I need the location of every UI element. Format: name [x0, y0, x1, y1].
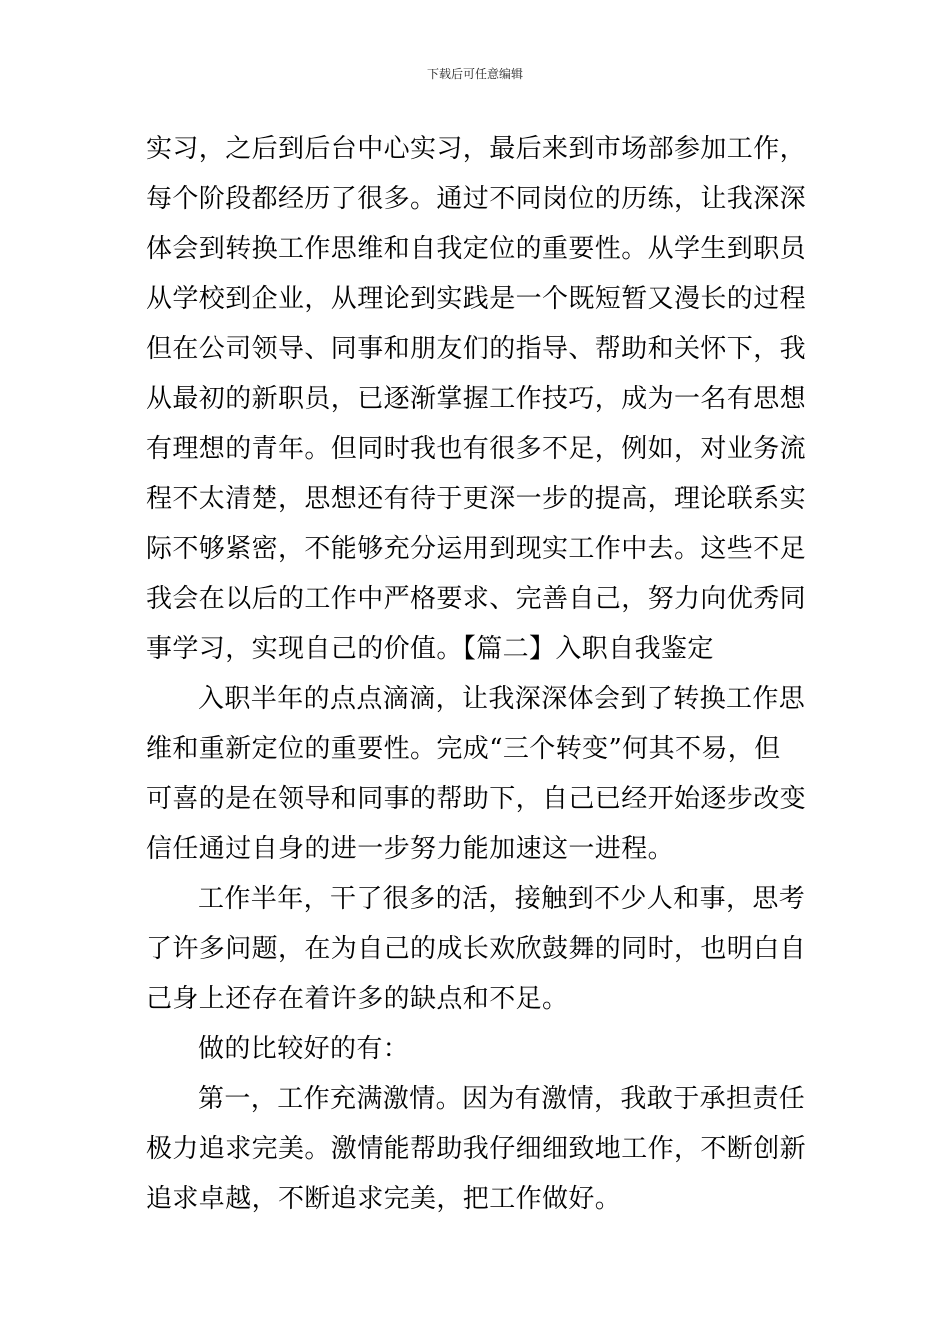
text-line: 但在公司领导、同事和朋友们的指导、帮助和关怀下，我	[146, 334, 807, 364]
text-line: 有理想的青年。但同时我也有很多不足，例如，对业务流	[146, 434, 807, 464]
text-line: 体会到转换工作思维和自我定位的重要性。从学生到职员	[146, 234, 807, 264]
text-line: 事学习，实现自己的价值。【篇二】入职自我鉴定	[146, 634, 714, 664]
document-body	[146, 124, 810, 1224]
paragraph-start-line: 入职半年的点点滴滴，让我深深体会到了转换工作思	[198, 684, 806, 714]
text-line: 极力追求完美。激情能帮助我仔细细致地工作，不断创新	[146, 1134, 807, 1164]
text-line: 际不够紧密，不能够充分运用到现实工作中去。这些不足	[146, 534, 807, 564]
text-line: 从学校到企业，从理论到实践是一个既短暂又漫长的过程	[146, 284, 807, 314]
text-line: 可喜的是在领导和同事的帮助下，自己已经开始逐步改变	[146, 784, 807, 814]
text-line: 从最初的新职员，已逐渐掌握工作技巧，成为一名有思想	[146, 384, 807, 414]
text-line: 己身上还存在着许多的缺点和不足。	[146, 984, 569, 1014]
text-line: 了许多问题，在为自己的成长欢欣鼓舞的同时，也明白自	[146, 934, 807, 964]
text-line: 我会在以后的工作中严格要求、完善自己，努力向优秀同	[146, 584, 807, 614]
text-line: 信任通过自身的进一步努力能加速这一进程。	[146, 834, 675, 864]
page-header: 下载后可任意编辑	[426, 67, 523, 81]
paragraph-start-line: 工作半年，干了很多的活，接触到不少人和事，思考	[198, 884, 806, 914]
text-line: 实习，之后到后台中心实习，最后来到市场部参加工作，	[146, 134, 807, 164]
text-line: 追求卓越，不断追求完美，把工作做好。	[146, 1184, 622, 1214]
text-line: 维和重新定位的重要性。完成“三个转变”何其不易，但	[146, 734, 781, 764]
paragraph-start-line: 做的比较好的有：	[198, 1034, 410, 1064]
text-line: 每个阶段都经历了很多。通过不同岗位的历练，让我深深	[146, 184, 807, 214]
text-line: 程不太清楚，思想还有待于更深一步的提高，理论联系实	[146, 484, 807, 514]
paragraph-start-line: 第一，工作充满激情。因为有激情，我敢于承担责任	[198, 1084, 806, 1114]
